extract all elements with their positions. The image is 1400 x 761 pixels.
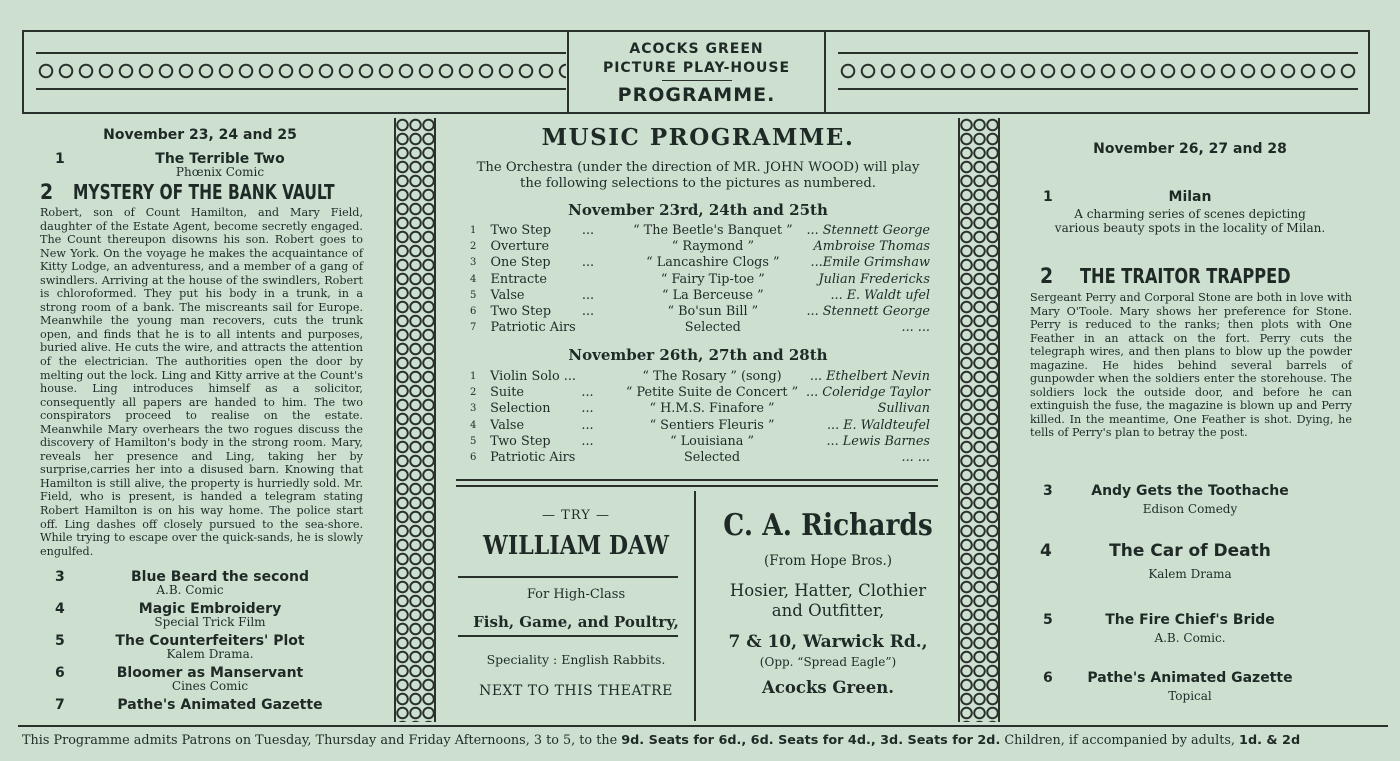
music-row-number: 3 [470,403,477,415]
music-row-composer: ... ... [901,320,930,336]
ad1-next-to-theatre: NEXT TO THIS THEATRE [479,683,673,699]
music-row-piece: “ H.M.S. Finafore ” [649,401,775,417]
left-item6-number: 6 [55,665,65,681]
left-item4-title: Magic Embroidery [138,601,282,617]
ad2-town: Acocks Green. [762,678,894,697]
music-row [470,222,930,238]
music-row-dots [582,238,619,254]
header-line-3: PROGRAMME. [617,84,776,106]
right-item5-sub: A.B. Comic. [1154,631,1226,645]
music-row-composer: Sullivan [877,401,930,417]
left-item5-number: 5 [55,633,65,649]
music-row [470,433,930,449]
left-date: November 23, 24 and 25 [103,127,297,143]
music-row-number: 4 [470,419,477,431]
right-item2-number: 2 [1040,264,1054,288]
music-row-type: Selection [490,401,551,417]
ad1-for: For High-Class [526,587,626,602]
ad1-rule [458,576,678,578]
music-row-piece: “ The Beetle's Banquet ” [633,222,793,238]
music-row-composer: Ambroise Thomas [813,238,930,254]
music-row-type: Violin Solo ... [490,368,576,384]
music-row-number: 5 [470,289,477,301]
music-row [470,303,930,319]
music-row-dots [581,368,618,384]
left-item7-number: 7 [55,697,65,713]
music-row-number: 1 [470,370,477,382]
music-row-piece: “ Lancashire Clogs ” [646,255,780,271]
music-row-number: 1 [470,224,477,236]
music-row-dots: ... [581,287,595,303]
music-row-type: One Step [490,255,551,271]
music-row-composer: ... Stennett George [806,304,930,320]
music-row-number: 5 [470,435,477,447]
footer-rule [18,725,1388,727]
music-row-type: Two Step [490,222,552,238]
footer-text-a: This Programme admits Patrons on Tuesday, Thursday and Friday Afternoons, 3 to 5, to the [22,733,622,748]
music-row-number: 4 [470,273,477,285]
ornament-column-right [958,118,1000,722]
music-table-1 [470,222,930,336]
music-date-2: November 26th, 27th and 28th [568,346,828,364]
music-row-composer: ...Emile Grimshaw [810,255,930,271]
left-item2-number: 2 [40,180,54,204]
music-row-number: 2 [470,240,477,252]
music-row-number: 2 [470,386,477,398]
music-row [470,368,930,384]
music-row-piece: Selected [684,320,741,336]
music-row-number: 6 [470,306,477,318]
ad1-try: — TRY — [542,508,610,523]
music-intro-line-1: The Orchestra (under the direction of MR. JOHN WOOD) will play [476,160,920,175]
right-item1-sub-1: A charming series of scenes depicting [1074,207,1306,221]
header-line-1: ACOCKS GREEN [629,41,764,57]
music-row-piece: “ La Berceuse ” [662,287,764,303]
music-row [470,287,930,303]
music-row-dots: ... [581,433,594,449]
footer-notice [22,733,1392,748]
left-item3-sub: A.B. Comic [156,583,224,597]
music-row-type: Entracte [490,271,547,287]
music-row-dots: ... [581,384,594,400]
music-row-number: 7 [470,322,477,334]
left-item1-title: The Terrible Two [155,151,285,167]
music-row-composer: ... Stennett George [806,222,930,238]
right-item6-title: Pathe's Animated Gazette [1087,670,1293,686]
left-item2-story: Robert, son of Count Hamilton, and Mary Field, daughter of the Estate Agent, become secretly engaged. The Count thereupon disowns his son. Robert goes to New York. On the voyage he makes the acquaintance of Kitty Lodge, an adventuress, and a member of a gang of swindlers. Arriving at the house of the swindlers, Robert is chloroformed. They put his body in a trunk, in a strong room of a bank. The miscreants sail for Europe. Meanwhile the young man recovers, cuts the trunk open, and finds that he is to all intents and purposes, buried alive. He cuts the wire, and attracts the attention of the electrician. The authorities open the door by melting out the lock. Ling and Kitty arrive at the Count's house. Ling introduces himself as a solicitor, consequently all papers are handed to him. The two conspirators proceed to realise on the estate. Meanwhile Mary overhears the two rogues discuss the discovery of Hamilton's body in the strong room. Mary, reveals her presence and Ling, taking her by surprise,carries her into a disused barn. Knowing that Hamilton is still alive, the property is hurriedly sold. Mr. Field, who is present, is handed a telegram stating Robert Hamilton is on his way home. The police start off. Ling dashes off closely pursued to the sea-shore. While trying to escape over the quick-sands, he is slowly engulfed. [40,206,363,558]
music-row [470,271,930,287]
right-item4-title: The Car of Death [1109,541,1271,561]
music-row-piece: “ Raymond ” [671,238,754,254]
header-box [22,30,1370,114]
left-item3-title: Blue Beard the second [131,569,309,585]
music-title: MUSIC PROGRAMME. [541,124,855,151]
right-item1-title: Milan [1168,189,1212,205]
ad1-name: WILLIAM DAW [483,531,669,561]
ad2-line-1: Hosier, Hatter, Clothier [729,581,927,600]
ad1-speciality: Speciality : English Rabbits. [486,652,666,667]
music-row [470,238,930,254]
music-row [470,401,930,417]
music-row-dots [582,320,619,336]
music-row-dots [582,271,619,287]
music-row-composer: Julian Fredericks [818,271,930,287]
ad1-goods: Fish, Game, and Poultry, [473,613,679,631]
left-item3-number: 3 [55,569,65,585]
music-row-piece: Selected [683,450,741,466]
music-row-dots: ... [581,304,595,320]
footer-text-c: Children, if accompanied by adults, [1000,733,1240,748]
music-row-dots: ... [581,417,594,433]
left-item4-number: 4 [55,601,65,617]
left-item1-number: 1 [55,151,65,167]
music-row-number: 3 [470,257,477,269]
right-item1-sub-2: various beauty spots in the locality of Milan. [1054,221,1326,235]
ornament-band-right [838,52,1358,90]
music-row-type: Suite [490,384,524,400]
music-row-piece: “ Fairy Tip-toe ” [660,271,765,287]
music-row [470,255,930,271]
music-row-type: Two Step [490,433,551,449]
left-item7-title: Pathe's Animated Gazette [117,697,323,713]
music-row-type: Valse [490,287,525,303]
header-line-2: PICTURE PLAY-HOUSE [602,60,791,76]
ornament-band-left [36,52,566,90]
music-row-piece: “ The Rosary ” (song) [642,368,782,384]
music-row-composer: ... Lewis Barnes [826,433,930,449]
right-item6-sub: Topical [1168,689,1212,703]
ad1-rule-2 [458,635,678,637]
music-intro-line-2: the following selections to the pictures as numbered. [520,176,876,191]
right-item6-number: 6 [1043,670,1053,686]
left-item2-title: MYSTERY OF THE BANK VAULT [73,180,335,204]
footer-children-price: 1d. & 2d [1239,733,1301,748]
music-row [470,449,930,465]
header-rule [662,80,732,81]
music-row-composer: ... Coleridge Taylor [806,384,930,400]
left-item6-title: Bloomer as Manservant [116,665,304,681]
right-item4-number: 4 [1040,541,1052,561]
music-table-2 [470,368,930,466]
music-divider [456,479,938,487]
music-date-1: November 23rd, 24th and 25th [568,201,828,219]
left-item4-sub: Special Trick Film [154,615,266,629]
music-row-type: Patriotic Airs [490,320,576,336]
ad2-address: 7 & 10, Warwick Rd., [728,632,928,652]
right-item1-number: 1 [1043,189,1053,205]
music-row-type: Patriotic Airs [490,450,576,466]
music-row-piece: “ Louisiana ” [670,433,754,449]
right-item3-title: Andy Gets the Toothache [1091,483,1289,499]
footer-prices: 9d. Seats for 6d., 6d. Seats for 4d., 3d. Seats for 2d. [621,733,1001,748]
music-row-composer: ... E. Waldt ufel [830,287,930,303]
music-row [470,384,930,400]
right-item2-title: THE TRAITOR TRAPPED [1080,264,1291,288]
right-date: November 26, 27 and 28 [1093,141,1287,157]
music-row-dots: ... [581,255,595,271]
music-row-piece: “ Petite Suite de Concert ” [625,384,799,400]
music-row-composer: ... ... [901,450,930,466]
ad2-line-2: and Outfitter, [771,601,885,620]
left-item1-sub: Phœnix Comic [175,165,265,179]
music-intro [440,160,956,192]
music-row-number: 6 [470,452,477,464]
left-item5-sub: Kalem Drama. [166,647,254,661]
music-row-type: Valse [490,417,525,433]
right-item3-number: 3 [1043,483,1053,499]
ornament-column-left [394,118,436,722]
music-row-type: Two Step [490,304,552,320]
music-row-dots [581,449,618,465]
music-row-composer: ... Ethelbert Nevin [809,368,930,384]
right-item5-title: The Fire Chief's Bride [1105,612,1275,628]
ad2-opposite: (Opp. “Spread Eagle”) [759,655,897,669]
music-row-composer: ... E. Waldteufel [826,417,930,433]
music-row-dots: ... [581,401,594,417]
music-row-type: Overture [490,238,550,254]
ad2-name: C. A. Richards [723,508,933,543]
right-item5-number: 5 [1043,612,1053,628]
music-row-piece: “ Bo'sun Bill ” [667,304,759,320]
ad2-from: (From Hope Bros.) [763,553,893,569]
left-item6-sub: Cines Comic [171,679,249,693]
header-title-box [567,32,826,112]
music-row [470,417,930,433]
music-row-piece: “ Sentiers Fleuris ” [649,417,775,433]
music-row-dots: ... [581,222,595,238]
right-item2-story: Sergeant Perry and Corporal Stone are both in love with Mary O'Toole. Mary shows her preference for Stone. Perry is reduced to the ranks; then plots with One Feather in an attack on the fort. Perry cuts the telegraph wires, and then plans to blow up the powder magazine. He hides behind several barrels of gunpowder when the soldiers enter the storehouse. The soldiers lock the outside door, and before he can extinguish the fuse, the magazine is blown up and Perry killed. In the meantime, One Feather is shot. Dying, he tells of Perry's plan to betray the post. [1030,291,1352,440]
music-row [470,320,930,336]
right-item4-sub: Kalem Drama [1148,567,1232,581]
right-item3-sub: Edison Comedy [1142,502,1238,516]
left-item5-title: The Counterfeiters' Plot [115,633,305,649]
